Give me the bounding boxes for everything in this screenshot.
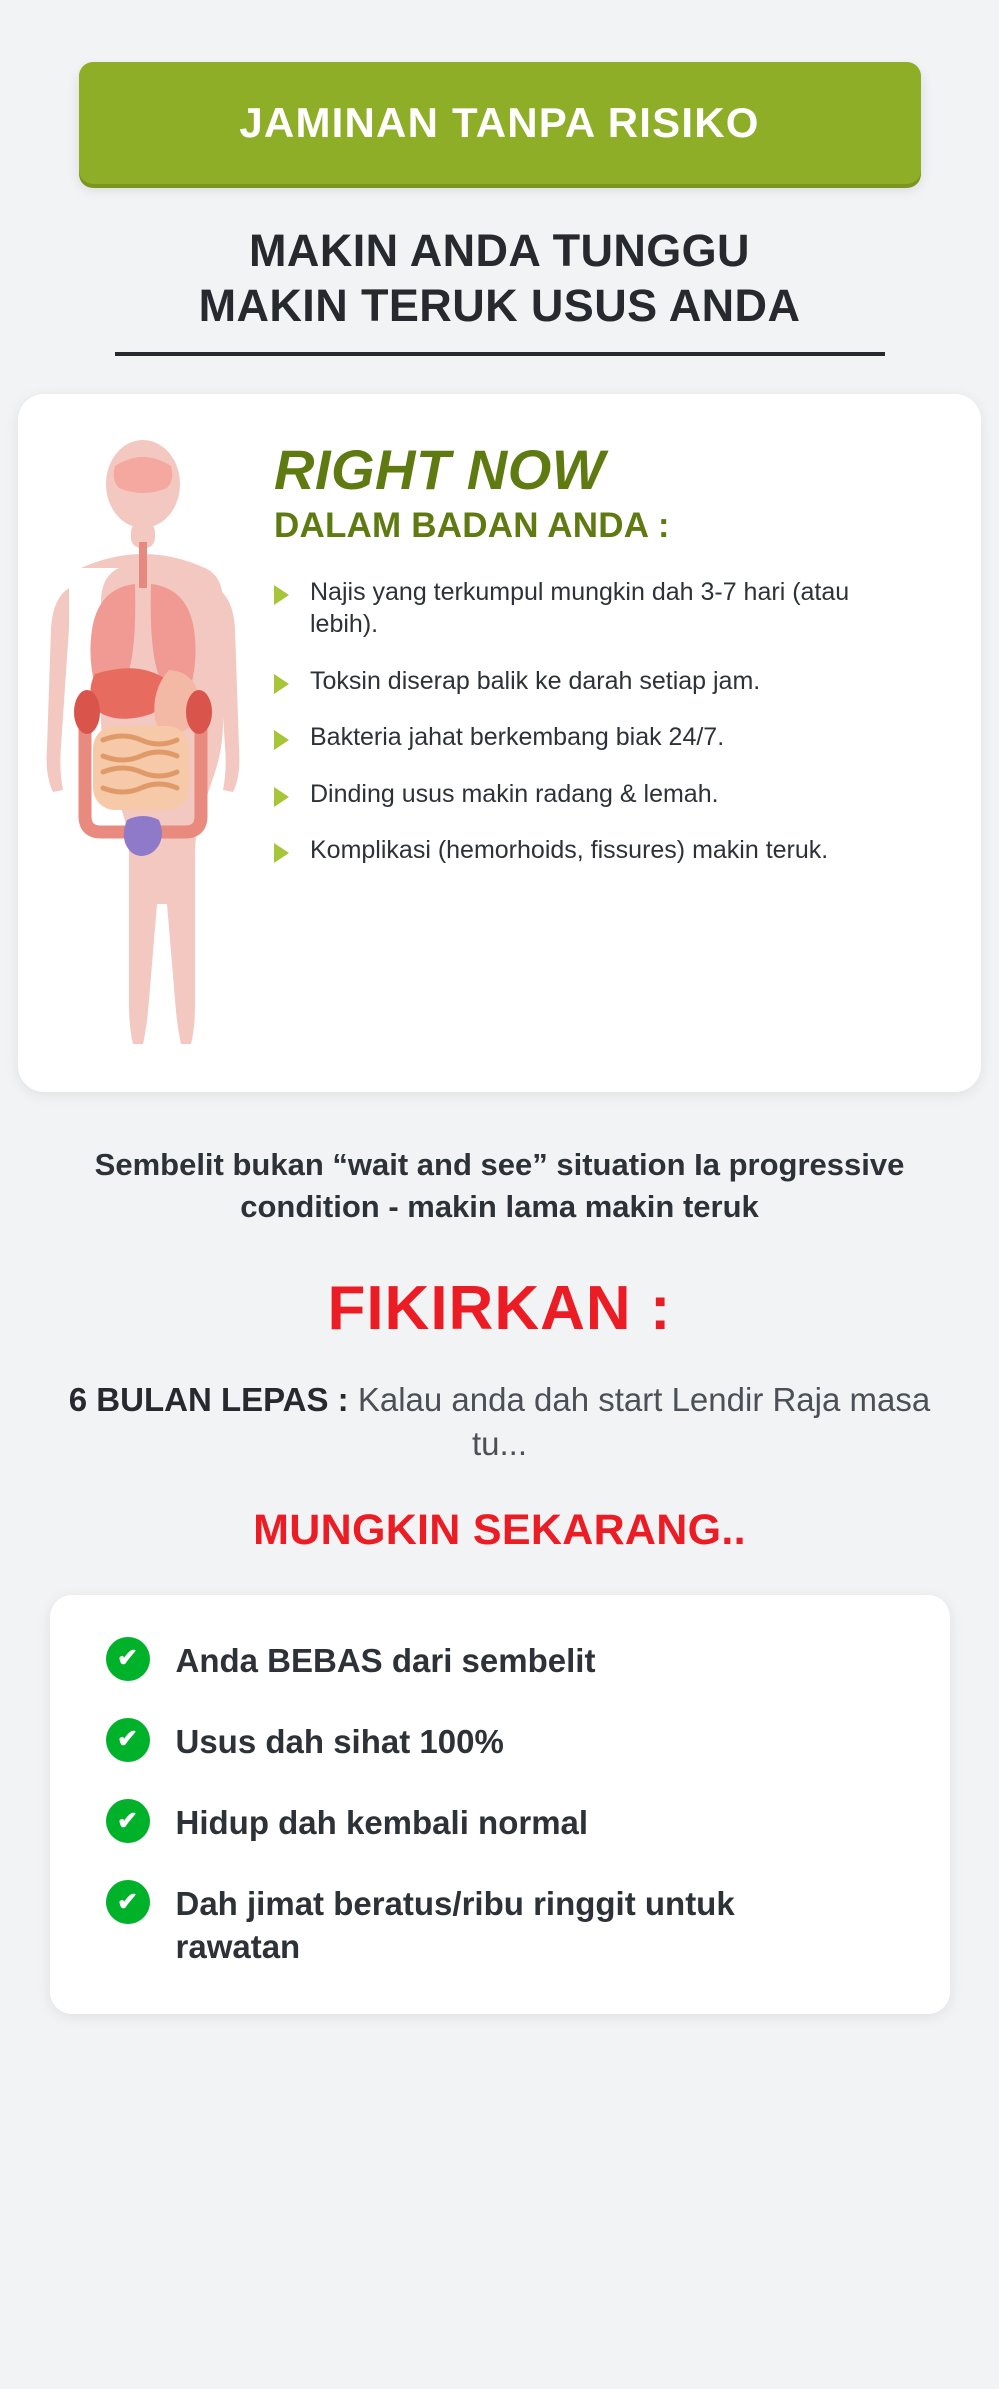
list-item-label: Komplikasi (hemorhoids, fissures) makin teruk. [310, 836, 829, 865]
list-item-label: Dah jimat beratus/ribu ringgit untuk rawatan [175, 1885, 735, 1965]
triangle-bullet-icon [274, 843, 296, 863]
human-body-digestive-illustration [18, 428, 268, 1058]
headline-underline [115, 352, 885, 356]
headline-line-2: MAKIN TERUK USUS ANDA [198, 279, 801, 331]
guarantee-badge-label: JAMINAN TANPA RISIKO [239, 99, 760, 146]
list-item-label: Anda BEBAS dari sembelit [175, 1641, 596, 1679]
triangle-bullet-icon [274, 730, 296, 750]
check-circle-icon: ✔ [106, 1718, 150, 1762]
list-item [106, 1799, 900, 1844]
check-circle-icon: ✔ [106, 1799, 150, 1843]
six-months-text: Kalau anda dah start Lendir Raja masa tu... [357, 1381, 931, 1463]
mungkin-sekarang-heading: MUNGKIN SEKARANG.. [253, 1505, 746, 1554]
six-months-statement [40, 1378, 960, 1465]
check-circle-icon: ✔ [106, 1637, 150, 1681]
list-item-label: Bakteria jahat berkembang biak 24/7. [310, 723, 725, 752]
list-item [274, 576, 951, 641]
list-item [274, 721, 951, 754]
page-title [35, 224, 965, 356]
list-item [106, 1880, 900, 1967]
list-item-label: Dinding usus makin radang & lemah. [310, 779, 719, 808]
list-item [106, 1637, 900, 1682]
headline-line-1: MAKIN ANDA TUNGGU [249, 225, 750, 276]
right-now-subtitle: DALAM BADAN ANDA : [274, 505, 670, 545]
fikirkan-heading: FIKIRKAN : [327, 1274, 672, 1344]
list-item [274, 834, 951, 867]
list-item [274, 778, 951, 811]
guarantee-badge [79, 62, 921, 184]
six-months-label: 6 BULAN LEPAS : [68, 1381, 349, 1419]
list-item [274, 665, 951, 698]
list-item-label: Hidup dah kembali normal [175, 1804, 589, 1842]
list-item-label: Najis yang terkumpul mungkin dah 3-7 hari (atau lebih). [310, 577, 850, 639]
right-now-title: RIGHT NOW [274, 437, 606, 501]
list-item-label: Toksin diserap balik ke darah setiap jam. [310, 666, 761, 695]
right-now-text-column [268, 428, 951, 891]
right-now-card [18, 394, 981, 1092]
triangle-bullet-icon [274, 787, 296, 807]
list-item [106, 1718, 900, 1763]
right-now-list [274, 576, 951, 867]
check-circle-icon: ✔ [106, 1880, 150, 1924]
triangle-bullet-icon [274, 674, 296, 694]
triangle-bullet-icon [274, 585, 296, 605]
list-item-label: Usus dah sihat 100% [175, 1722, 504, 1760]
benefits-card [50, 1595, 950, 2014]
progressive-statement: Sembelit bukan “wait and see” situation Ia progressive condition - makin lama makin teruk [94, 1146, 905, 1224]
